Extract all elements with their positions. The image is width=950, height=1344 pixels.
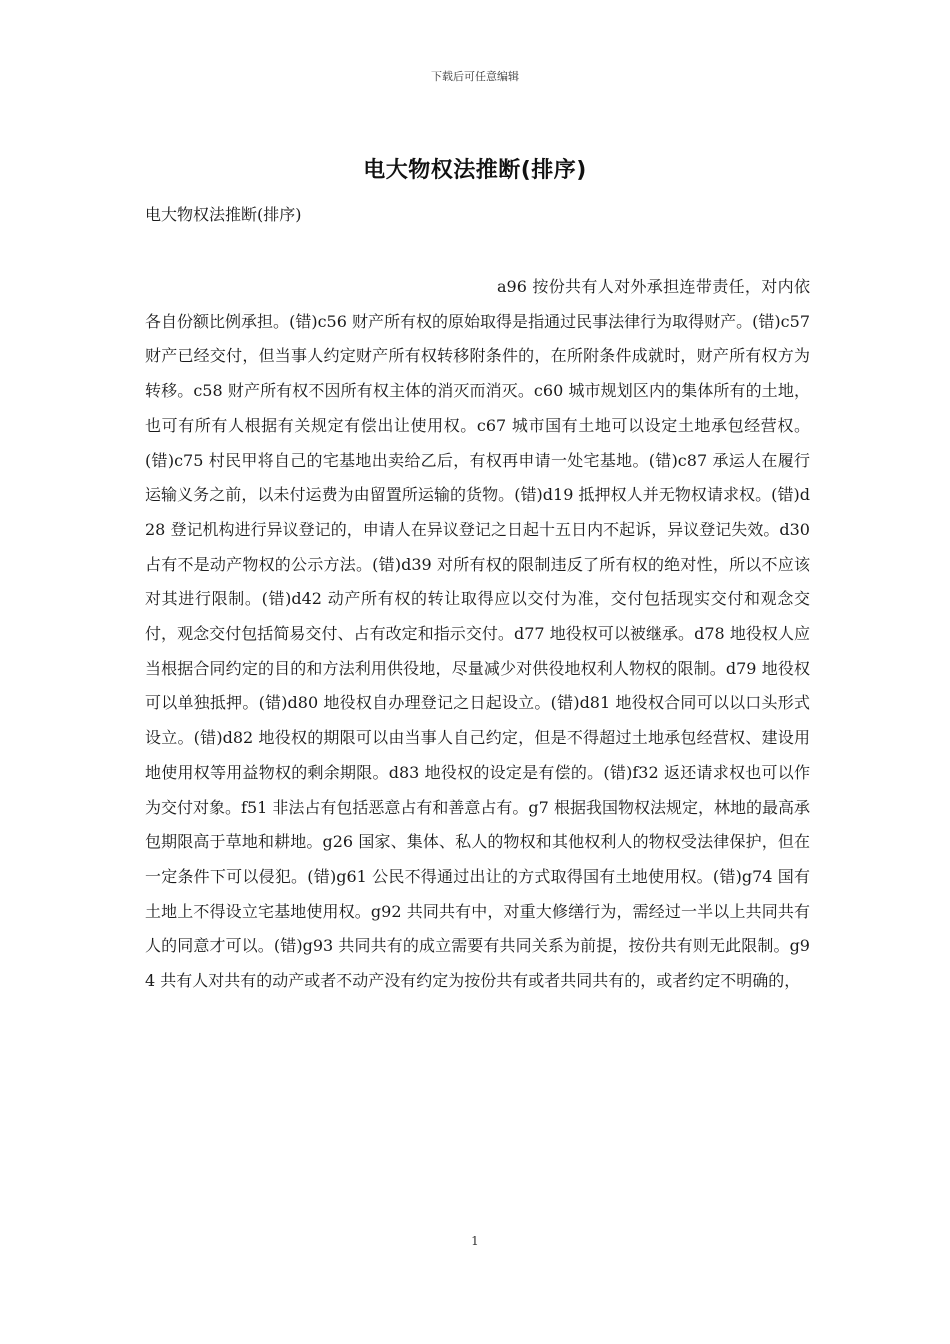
page-number: 1 — [471, 1234, 479, 1248]
body-paragraph — [145, 270, 810, 999]
header-note: 下载后可任意编辑 — [431, 70, 519, 83]
body-text: a96 按份共有人对外承担连带责任，对内依各自份额比例承担。(错)c56 财产所有权的原始取得是指通过民事法律行为取得财产。(错)c57 财产已经交付，但当事人约定财产所有权转移附条件的，在所附条件成就时，财产所有权方为转移。c58 财产所有权不因所有权主体的消灭而消灭。c60 城市规划区内的集体所有的土地，也可有所有人根据有关规定有偿出让使用权。c67 城市国有土地可以设定土地承包经营权。(错)c75 村民甲将自己的宅基地出卖给乙后，有权再申请一处宅基地。(错)c87 承运人在履行运输义务之前，以未付运费为由留置所运输的货物。(错)d19 抵押权人并无物权请求权。(错)d28 登记机构进行异议登记的，申请人在异议登记之日起十五日内不起诉，异议登记失效。d30 占有不是动产物权的公示方法。(错)d39 对所有权的限制违反了所有权的绝对性，所以不应该对其进行限制。(错)d42 动产所有权的转让取得应以交付为准，交付包括现实交付和观念交付，观念交付包括简易交付、占有改定和指示交付。d77 地役权可以被继承。d78 地役权人应当根据合同约定的目的和方法利用供役地，尽量减少对供役地权利人物权的限制。d79 地役权可以单独抵押。(错)d80 地役权自办理登记之日起设立。(错)d81 地役权合同可以以口头形式设立。(错)d82 地役权的期限可以由当事人自己约定，但是不得超过土地承包经营权、建设用地使用权等用益物权的剩余期限。d83 地役权的设定是有偿的。(错)f32 返还请求权也可以作为交付对象。f51 非法占有包括恶意占有和善意占有。g7 根据我国物权法规定，林地的最高承包期限高于草地和耕地。g26 国家、集体、私人的物权和其他权利人的物权受法律保护，但在一定条件下可以侵犯。(错)g61 公民不得通过出让的方式取得国有土地使用权。(错)g74 国有土地上不得设立宅基地使用权。g92 共同共有中，对重大修缮行为，需经过一半以上共同共有人的同意才可以。(错)g93 共同共有的成立需要有共同关系为前提，按份共有则无此限制。g94 共有人对共有的动产或者不动产没有约定为按份共有或者共同共有的，或者约定不明确的， — [145, 277, 810, 991]
document-subtitle: 电大物权法推断(排序) — [145, 205, 302, 224]
document-title: 电大物权法推断(排序) — [363, 158, 587, 183]
